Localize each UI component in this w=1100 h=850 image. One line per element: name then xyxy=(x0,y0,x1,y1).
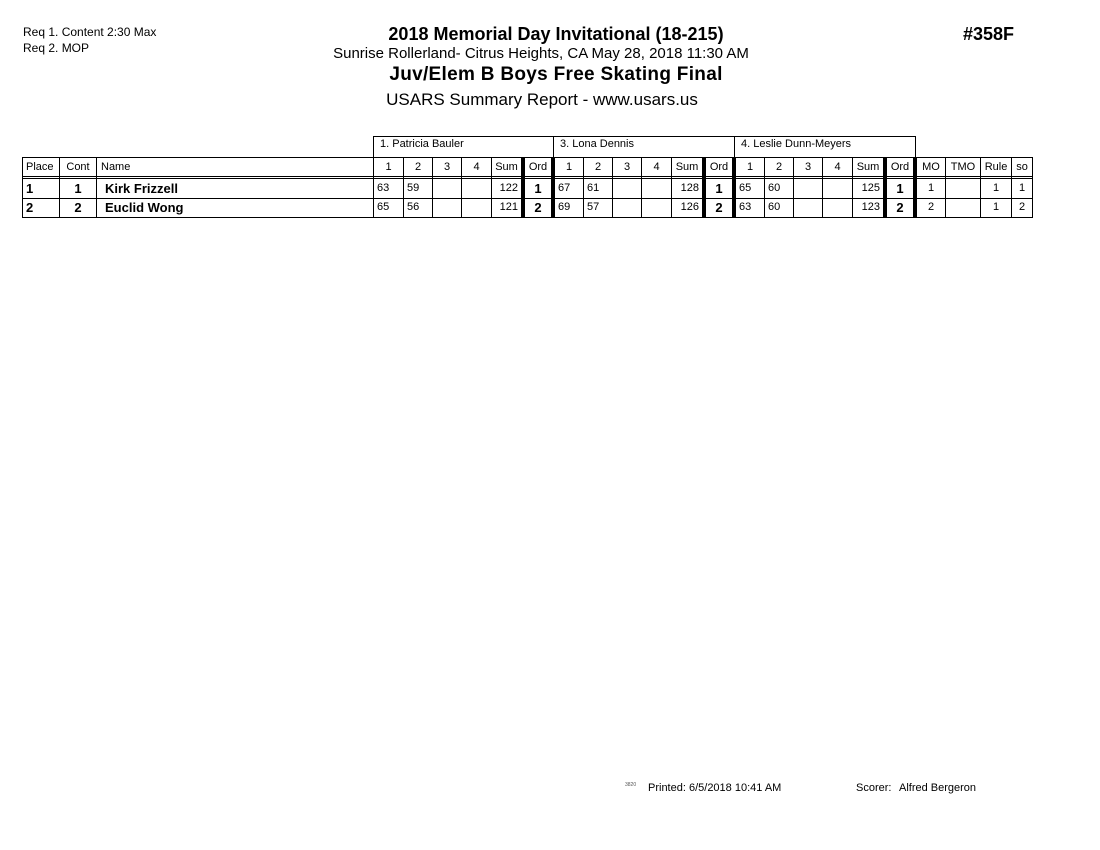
printed-timestamp: Printed: 6/5/2018 10:41 AM xyxy=(648,782,782,794)
col-header-j3-s2: 2 xyxy=(775,161,783,173)
score-j3-s2: 60 xyxy=(768,182,781,194)
place-cell: 1 xyxy=(26,181,34,196)
score-j2-s2: 57 xyxy=(587,201,600,213)
mo-cell: 1 xyxy=(927,182,935,194)
score-j2-sum: 128 xyxy=(680,182,699,194)
col-header-mo: MO xyxy=(922,161,940,173)
score-j2-s1: 69 xyxy=(558,201,571,213)
scorer-label: Scorer: xyxy=(856,782,892,794)
scorer-name: Alfred Bergeron xyxy=(899,782,977,794)
col-header-j3-s4: 4 xyxy=(834,161,841,173)
score-j2-sum: 126 xyxy=(680,201,699,213)
score-j1-s2: 56 xyxy=(407,201,420,213)
col-header-j1-s4: 4 xyxy=(473,161,480,173)
col-header-j1-s3: 3 xyxy=(443,161,451,173)
score-j3-ord: 1 xyxy=(896,181,904,196)
judge-header-3 xyxy=(734,136,916,157)
judge-name: 1. Patricia Bauler xyxy=(380,138,464,150)
row-divider xyxy=(22,217,1033,218)
report-code: 3820 xyxy=(625,782,637,788)
event-title: 2018 Memorial Day Invitational (18-215) xyxy=(388,24,724,44)
judge-header-2 xyxy=(553,136,735,157)
col-header-j2-s1: 1 xyxy=(565,161,573,173)
judge-name: 3. Lona Dennis xyxy=(560,138,634,150)
score-j1-s2: 59 xyxy=(407,182,420,194)
col-header-j2-s4: 4 xyxy=(653,161,660,173)
judge-header-1 xyxy=(373,136,554,157)
col-header-rule: Rule xyxy=(984,161,1008,173)
score-j3-s1: 63 xyxy=(739,201,752,213)
col-header-j1-s1: 1 xyxy=(385,161,392,173)
score-j3-s2: 60 xyxy=(768,201,781,213)
requirement-2: Req 2. MOP xyxy=(23,41,90,55)
col-header-j3-s1: 1 xyxy=(746,161,754,173)
col-header-name: Name xyxy=(101,161,131,173)
col-divider xyxy=(96,157,97,218)
judge-name: 4. Leslie Dunn-Meyers xyxy=(741,138,852,150)
col-header-place: Place xyxy=(26,161,54,173)
col-header-so: so xyxy=(1016,161,1028,173)
col-header-j2-sum: Sum xyxy=(675,161,699,173)
score-j1-sum: 121 xyxy=(499,201,518,213)
col-header-j2-ord: Ord xyxy=(709,161,729,173)
score-j2-ord: 2 xyxy=(715,200,723,215)
col-header-j2-s2: 2 xyxy=(594,161,602,173)
venue-line: Sunrise Rollerland- Citrus Heights, CA May 28, 2018 11:30 AM xyxy=(333,45,749,62)
report-title: USARS Summary Report - www.usars.us xyxy=(386,90,698,109)
score-j3-sum: 123 xyxy=(861,201,880,213)
requirement-1: Req 1. Content 2:30 Max xyxy=(23,25,157,39)
col-header-j1-ord: Ord xyxy=(528,161,548,173)
score-j3-sum: 125 xyxy=(861,182,880,194)
rule-cell: 1 xyxy=(992,182,1000,194)
col-header-j3-s3: 3 xyxy=(804,161,812,173)
col-divider xyxy=(1032,157,1033,218)
score-j2-ord: 1 xyxy=(715,181,723,196)
col-header-j3-ord: Ord xyxy=(890,161,910,173)
skater-name: Euclid Wong xyxy=(105,200,184,215)
col-header-j2-s3: 3 xyxy=(623,161,631,173)
event-code: #358F xyxy=(963,24,1015,44)
score-j1-s1: 65 xyxy=(377,201,390,213)
score-j1-ord: 1 xyxy=(534,181,542,196)
score-j3-ord: 2 xyxy=(896,200,904,215)
col-header-j1-s2: 2 xyxy=(414,161,422,173)
col-header-cont: Cont xyxy=(66,161,90,173)
col-header-tmo: TMO xyxy=(950,161,976,173)
score-j2-s1: 67 xyxy=(558,182,571,194)
place-cell: 2 xyxy=(26,200,34,215)
so-cell: 2 xyxy=(1018,201,1026,213)
score-j1-sum: 122 xyxy=(499,182,518,194)
col-header-j1-sum: Sum xyxy=(495,161,518,173)
score-j3-s1: 65 xyxy=(739,182,752,194)
cont-cell: 1 xyxy=(74,181,82,196)
skater-name: Kirk Frizzell xyxy=(105,181,178,196)
rule-cell: 1 xyxy=(992,201,1000,213)
col-header-j3-sum: Sum xyxy=(856,161,880,173)
score-j1-ord: 2 xyxy=(534,200,542,215)
score-j2-s2: 61 xyxy=(587,182,600,194)
so-cell: 1 xyxy=(1018,182,1026,194)
mo-cell: 2 xyxy=(927,201,935,213)
cont-cell: 2 xyxy=(74,200,82,215)
score-j1-s1: 63 xyxy=(377,182,390,194)
division-title: Juv/Elem B Boys Free Skating Final xyxy=(389,64,723,85)
